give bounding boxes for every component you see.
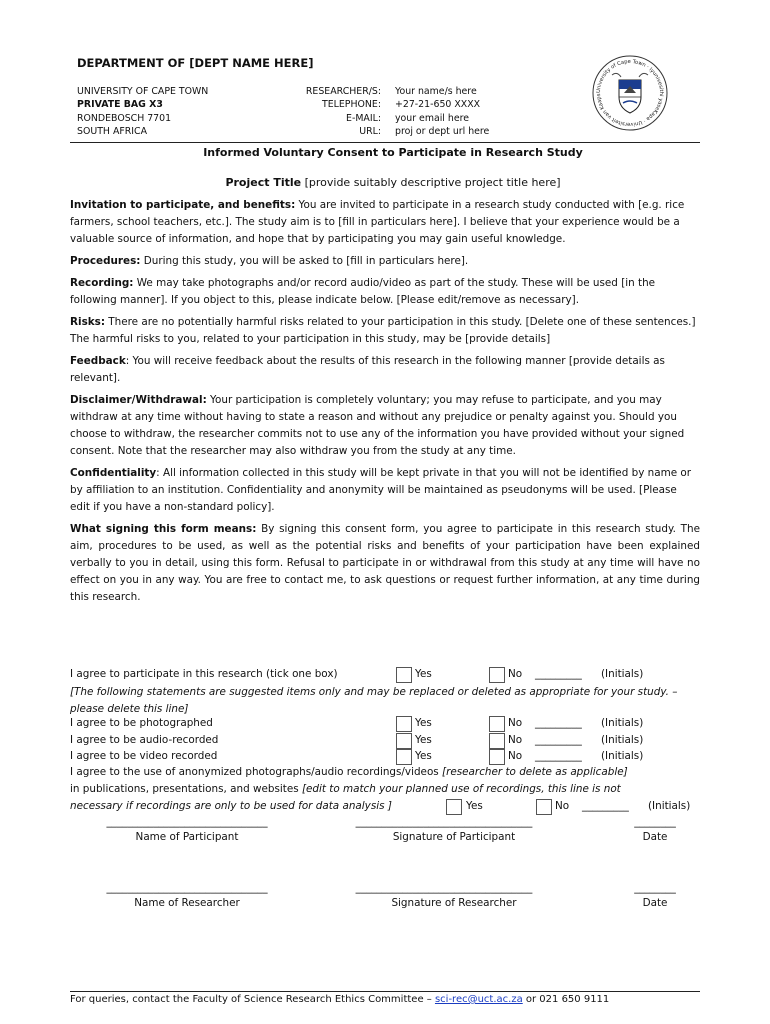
footer-contact [70,994,609,1005]
section-text: You are invited to participate in a research study conducted with [e.g. rice farmers, school teachers, etc.]. The study aim is to [fill in particulars here]. I believe that your experience would be a valuable source of information, and hope that by participating you may gain useful knowledge. [70,199,685,245]
anonymized-use-statement [70,766,628,778]
section-text: : You will receive feedback about the results of this research in the following manner [provide details as relevant]. [70,355,665,384]
audio-statement: I agree to be audio-recorded [70,734,219,746]
initials-label: (Initials) [601,734,644,746]
initials-field[interactable]: _________ [535,734,582,746]
participate-yes-checkbox[interactable] [396,667,412,683]
researcher-label: RESEARCHER/S: [305,86,381,97]
project-title-line [0,176,770,189]
section-label: What signing this form means: [70,523,257,535]
section-text: There are no potentially harmful risks related to your participation in this study. [Delete one of these sentences.] The harmful risks to you, related to your participation in this study, may be [provide details] [70,316,696,345]
statement-note: [edit to match your planned use of recordings, this line is not [301,783,621,795]
researcher-date-line[interactable]: ________ [634,882,676,894]
audio-no-checkbox[interactable] [489,733,505,749]
initials-label: (Initials) [601,750,644,762]
no-label: No [508,734,523,746]
disclaimer-section [70,392,700,460]
participant-name-label: Name of Participant [135,831,239,843]
researcher-name-line[interactable]: _______________________________ [106,882,268,894]
email-value: your email here [395,112,470,124]
email-label: E-MAIL: [346,112,381,124]
contact-values [395,85,489,139]
initials-field[interactable]: _________ [535,668,582,680]
telephone-value: +27-21-650 XXXX [395,99,481,111]
yes-label: Yes [415,734,432,746]
initials-field[interactable]: _________ [582,800,629,812]
address-line: PRIVATE BAG X3 [77,99,163,111]
telephone-label: TELEPHONE: [322,99,381,111]
department-heading: DEPARTMENT OF [DEPT NAME HERE] [77,56,314,70]
photographed-no-checkbox[interactable] [489,716,505,732]
section-text: During this study, you will be asked to [fill in particulars here]. [140,255,469,267]
researcher-signature-label: Signature of Researcher [391,897,517,909]
consent-title: Informed Voluntary Consent to Participate in Research Study [203,146,583,159]
address-line: RONDEBOSCH 7701 [77,112,172,124]
participate-statement: I agree to participate in this research (tick one box) [70,668,338,680]
procedures-section [70,253,700,270]
suggested-items-note: [The following statements are suggested items only and may be replaced or deleted as appropriate for your study. – please delete this line] [70,686,678,715]
participant-date-label: Date [642,831,668,843]
risks-section [70,314,700,348]
university-seal-logo [590,53,670,133]
confidentiality-section [70,465,700,516]
section-label: Recording: [70,277,134,289]
section-label: Feedback [70,355,126,367]
section-label: Procedures: [70,255,141,267]
no-label: No [508,668,523,680]
no-label: No [555,800,570,812]
consent-body [70,197,700,611]
initials-label: (Initials) [601,717,644,729]
initials-field[interactable]: _________ [535,750,582,762]
researcher-signature-line[interactable]: __________________________________ [355,882,533,894]
project-title-label: Project Title [225,176,302,189]
initials-label: (Initials) [648,800,691,812]
section-label: Invitation to participate, and benefits: [70,199,296,211]
section-text: We may take photographs and/or record audio/video as part of the study. These will be used [in the following manner]. If you object to this, please indicate below. [Please edit/remove as necessary]. [70,277,656,306]
participant-signature-label: Signature of Participant [392,831,516,843]
section-label: Risks: [70,316,105,328]
section-label: Confidentiality [70,467,157,479]
address-line: UNIVERSITY OF CAPE TOWN [77,86,209,97]
photographed-yes-checkbox[interactable] [396,716,412,732]
address-line: SOUTH AFRICA [77,126,147,138]
anonymized-no-checkbox[interactable] [536,799,552,815]
participant-date-line[interactable]: ________ [634,816,676,828]
video-statement: I agree to be video recorded [70,750,218,762]
footer-phone: or 021 650 9111 [522,994,610,1005]
initials-label: (Initials) [601,668,644,680]
project-title-value: [provide suitably descriptive project title here] [301,176,561,189]
statement-note: [researcher to delete as applicable] [442,766,628,778]
footer-rule [70,991,700,992]
researcher-date-label: Date [642,897,668,909]
feedback-section [70,353,700,387]
initials-field[interactable]: _________ [535,717,582,729]
section-text: : All information collected in this study will be kept private in that you will not be identified by name or by affiliation to an institution. Confidentiality and anonymity will be maintained as pseudonyms will be used. [Please edit if you have a non-standard policy]. [70,467,692,513]
photographed-statement: I agree to be photographed [70,717,213,729]
section-text: Your participation is completely voluntary; you may refuse to participate, and you may withdraw at any time without having to state a reason and without any prejudice or penalty against you. Should you choose to withdraw, the researcher commits not to use any of the information you have provided without your signed consent. Note that the researcher may also withdraw you from the study at any time. [70,394,685,457]
contact-labels [306,85,381,139]
researcher-value: Your name/s here [395,86,477,97]
anonymized-yes-checkbox[interactable] [446,799,462,815]
audio-yes-checkbox[interactable] [396,733,412,749]
anonymized-use-statement-3: necessary if recordings are only to be used for data analysis ] [70,800,392,812]
invitation-section [70,197,700,248]
no-label: No [508,717,523,729]
yes-label: Yes [415,668,432,680]
ethics-email-link[interactable]: sci-rec@uct.ac.za [434,994,523,1005]
meaning-section [70,521,700,606]
statement-text: I agree to the use of anonymized photographs/audio recordings/videos [70,766,443,778]
participate-no-checkbox[interactable] [489,667,505,683]
anonymized-use-statement-2 [70,783,621,795]
postal-address [77,85,208,139]
statement-text: in publications, presentations, and websites [70,783,302,795]
researcher-name-label: Name of Researcher [134,897,240,909]
recording-section [70,275,700,309]
section-text: By signing this consent form, you agree to participate in this research study. The aim, procedures to be used, as well as the potential risks and benefits of your participation have been explained verbally to you in detail, using this form. Refusal to participate in or withdrawal from this study at any time will have no effect on you in any way. You are free to contact me, to ask questions or request further information, at any time during this research. [70,523,700,603]
url-label: URL: [359,126,381,138]
yes-label: Yes [415,717,432,729]
section-label: Disclaimer/Withdrawal: [70,394,207,406]
seal-text: University of Cape Town · Iyunivesithi yaseKapa · Universiteit van Kaaps [595,58,665,128]
url-value: proj or dept url here [395,126,490,138]
header-rule [70,142,700,143]
footer-text: For queries, contact the Faculty of Science Research Ethics Committee – [70,994,435,1005]
no-label: No [508,750,523,762]
video-yes-checkbox[interactable] [396,749,412,765]
yes-label: Yes [415,750,432,762]
video-no-checkbox[interactable] [489,749,505,765]
participant-signature-line[interactable]: __________________________________ [355,816,533,828]
yes-label: Yes [466,800,483,812]
participant-name-line[interactable]: _______________________________ [106,816,268,828]
